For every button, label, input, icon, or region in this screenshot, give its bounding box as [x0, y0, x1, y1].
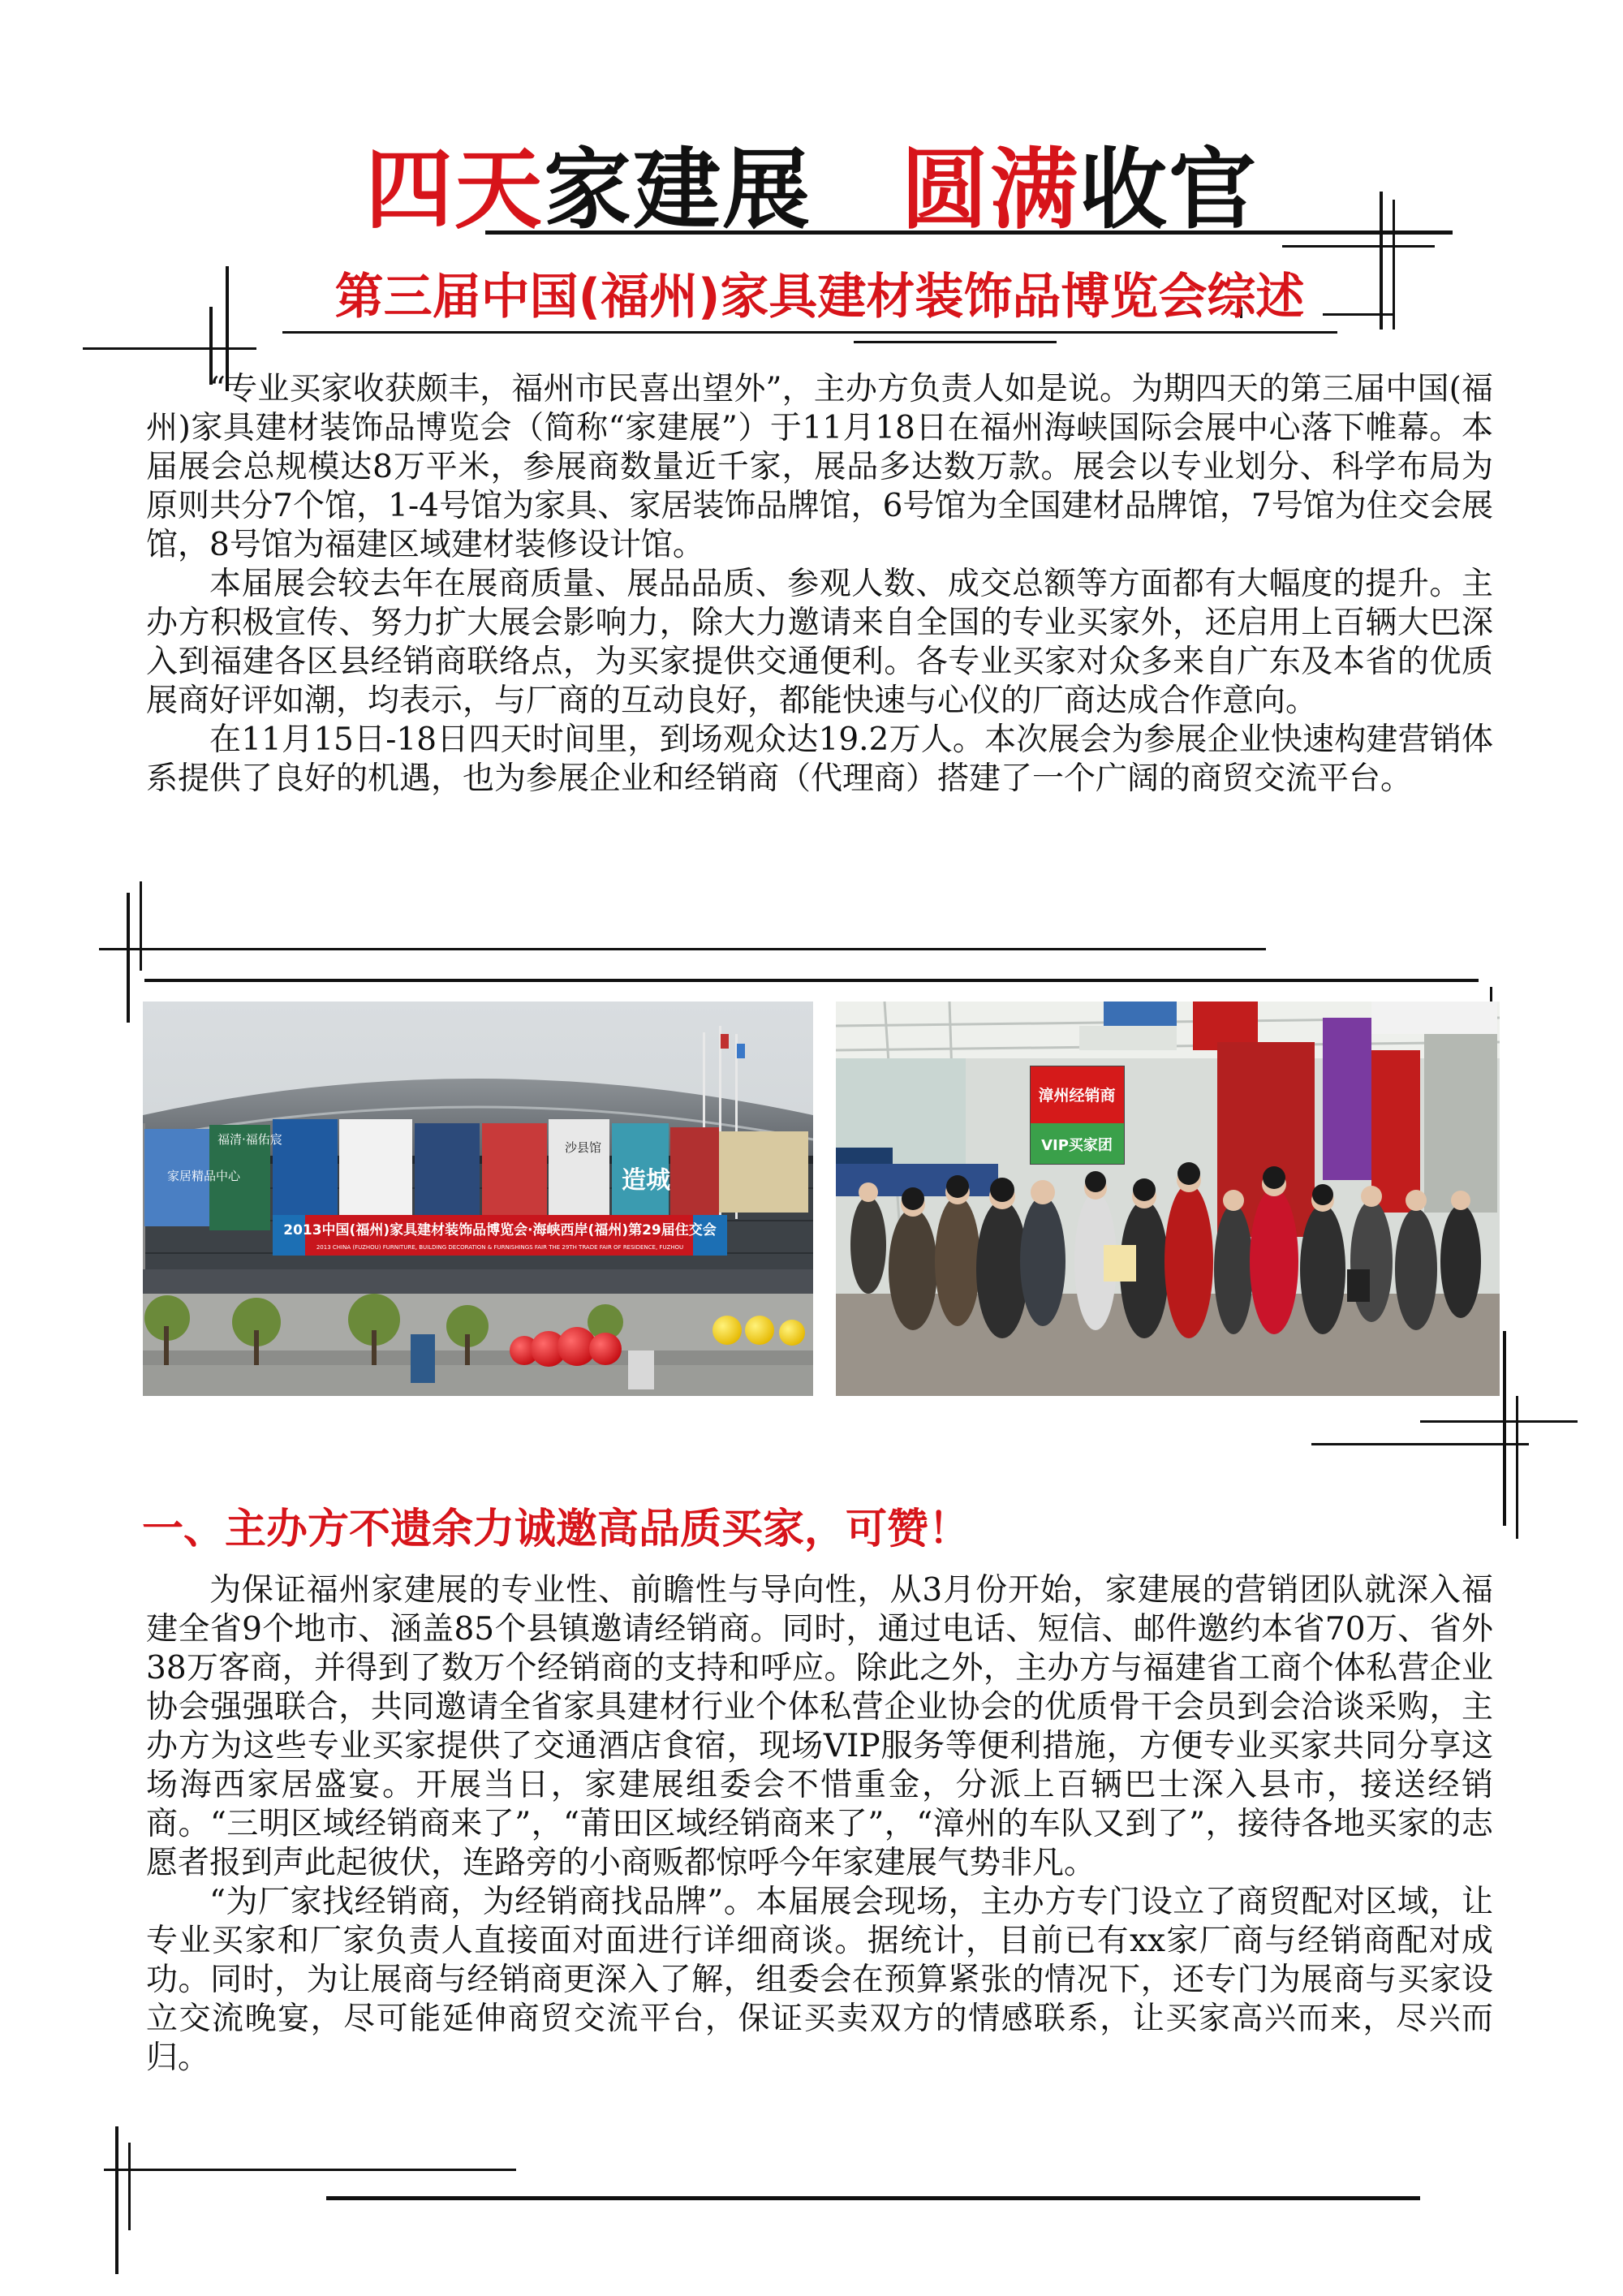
- decor-line: [144, 979, 1479, 982]
- intro-paragraph-2: 本届展会较去年在展商质量、展品品质、参观人数、成交总额等方面都有大幅度的提升。主办方积极宣传、努力扩大展会影响力，除大力邀请来自全国的专业买家外，还启用上百辆大巴深入到福建各区县经销商联络点，为买家提供交通便利。各专业买家对众多来自广东及本省的优质展商好评如潮，均表示，与厂商的互动良好，都能快速与心仪的厂商达成合作意向。: [146, 566, 1493, 719]
- title-part3: 圆满: [901, 140, 1080, 241]
- title-part2: 家建展: [543, 140, 812, 241]
- decor-line: [1282, 245, 1435, 248]
- decor-line: [127, 893, 130, 1023]
- intro-paragraph-3: 在11月15日-18日四天时间里，到场观众达19.2万人。本次展会为参展企业快速构建营销体系提供了良好的机遇，也为参展企业和经销商（代理商）搭建了一个广阔的商贸交流平台。: [146, 722, 1493, 797]
- intro-paragraph-1: “专业买家收获颇丰，福州市民喜出望外”，主办方负责人如是说。为期四天的第三届中国(福州)家具建材装饰品博览会（简称“家建展”）于11月18日在福州海峡国际会展中心落下帷幕。本届展会总规模达8万平米，参展商数量近千家，展品多达数万款。展会以专业划分、科学布局为原则共分7个馆，1-4号馆为家具、家居装饰品牌馆，6号馆为全国建材品牌馆，7号馆为住交会展馆，8号馆为福建区域建材装修设计馆。: [146, 371, 1493, 563]
- title-part1: 四天: [364, 140, 544, 241]
- title-part4: 收官: [1079, 140, 1259, 241]
- sign-line-1: 漳州经销商: [1038, 1087, 1116, 1105]
- decor-line: [1311, 1443, 1529, 1445]
- section1-paragraph-2: “为厂家找经销商，为经销商找品牌”。本届展会现场，主办方专门设立了商贸配对区域，让专业买家和厂家负责人直接面对面进行详细商谈。据统计，目前已有xx家厂商与经销商配对成功。同时，为让展商与经销商更深入了解，组委会在预算紧张的情况下，还专门为展商与买家设立交流晚宴，尽可能延伸商贸交流平台，保证买卖双方的情感联系，让买家高兴而来，尽兴而归。: [146, 1884, 1493, 2076]
- decor-line: [1420, 1420, 1578, 1423]
- ad-text: 造城: [622, 1166, 670, 1195]
- ad-text: 家居精品中心: [167, 1169, 241, 1183]
- section-heading: 一、主办方不遗余力诚邀高品质买家，可赞！: [142, 1506, 971, 1553]
- decor-line: [128, 2143, 131, 2230]
- decor-line: [104, 2169, 516, 2171]
- ad-text: 沙县馆: [565, 1140, 602, 1155]
- decor-line: [326, 2196, 1420, 2200]
- decor-line: [140, 881, 142, 971]
- banner-text: 2013中国(福州)家具建材装饰品博览会·海峡西岸(福州)第29届住交会: [283, 1222, 717, 1238]
- exhibition-center-photo: [143, 1002, 813, 1396]
- sign-line-2: VIP买家团: [1041, 1137, 1113, 1154]
- vip-buyers-photo: [836, 1002, 1500, 1396]
- decor-line: [99, 948, 1266, 950]
- page-title: [0, 138, 1623, 243]
- section1-paragraph-1: 为保证福州家建展的专业性、前瞻性与导向性，从3月份开始，家建展的营销团队就深入福建全省9个地市、涵盖85个县镇邀请经销商。同时，通过电话、短信、邮件邀约本省70万、省外38万客商，并得到了数万个经销商的支持和呼应。除此之外，主办方与福建省工商个体私营企业协会强强联合，共同邀请全省家具建材行业个体私营企业协会的优质骨干会员到会洽谈采购，主办方为这些专业买家提供了交通酒店食宿，现场VIP服务等便利措施，方便专业买家共同分享这场海西家居盛宴。开展当日，家建展组委会不惜重金，分派上百辆巴士深入县市，接送经销商。“三明区域经销商来了”，“莆田区域经销商来了”，“漳州的车队又到了”，接待各地买家的志愿者报到声此起彼伏，连路旁的小商贩都惊呼今年家建展气势非凡。: [146, 1572, 1493, 1881]
- banner-subtext: 2013 CHINA (FUZHOU) FURNITURE, BUILDING DECORATION & FURNISHINGS FAIR THE 29TH TRADE FAIR OF RESIDENCE, FUZHOU: [316, 1244, 684, 1251]
- intro-text: [146, 370, 1493, 799]
- decor-line: [115, 2126, 118, 2274]
- decor-line: [1503, 1331, 1506, 1526]
- section1-text: [146, 1571, 1493, 2078]
- decor-line: [83, 347, 256, 350]
- decor-line: [282, 331, 1337, 334]
- decor-line: [854, 341, 1057, 343]
- page-subtitle: 第三届中国(福州)家具建材装饰品博览会综述: [334, 269, 1305, 325]
- ad-text: 福清·福佑宸: [217, 1132, 282, 1147]
- decor-line: [1516, 1396, 1518, 1539]
